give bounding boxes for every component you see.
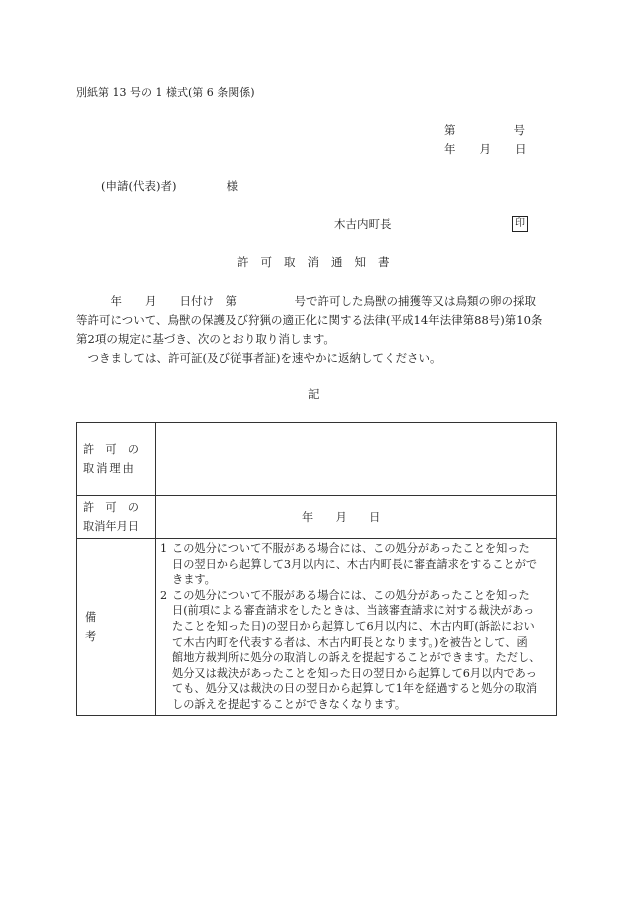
doc-number-prefix: 第 bbox=[444, 123, 456, 137]
reason-label-line1: 許 可 の bbox=[83, 443, 139, 456]
applicant-line bbox=[101, 178, 238, 194]
body-text bbox=[76, 292, 558, 368]
note-text: この処分について不服がある場合には、この処分があったことを知った 日(前項による審査請求をしたときは、当該審査請求に対する裁決があっ たことを知った日)の翌日から起算して6月以内に、木古内町(訴訟におい て木古内町を代表する者は、木古内町長となります。)を被告として、函 館地方裁判所に処分の取消しの訴えを提起することができます。ただし、 処分又は裁決があったことを知った日の翌日から起算して6月以内であっ ても、処分又は裁決の日の翌日から起算して1年を経過すると処分の取消 しの訴えを提起することができなくなります。 bbox=[172, 588, 541, 711]
revocation-date-value: 年 月 日 bbox=[156, 496, 557, 539]
applicant-honorific: 様 bbox=[226, 179, 238, 193]
date-label-line1: 許 可 の bbox=[83, 501, 139, 514]
remarks-label: 備考 bbox=[77, 539, 156, 716]
table-row-date bbox=[77, 496, 557, 539]
form-code: 別紙第 13 号の 1 様式(第 6 条関係) bbox=[76, 86, 255, 99]
doc-date-day: 日 bbox=[515, 142, 527, 156]
reason-label-cell bbox=[77, 423, 156, 496]
document-date bbox=[444, 141, 527, 157]
doc-date-year: 年 bbox=[444, 142, 456, 156]
doc-number-suffix: 号 bbox=[513, 123, 525, 137]
date-label-line2: 取消年月日 bbox=[83, 520, 139, 533]
ki-heading: 記 bbox=[308, 387, 320, 401]
document-title: 許可取消通知書 bbox=[237, 255, 402, 269]
issuer-name: 木古内町長 bbox=[334, 217, 392, 231]
body-line: 等許可について、鳥獣の保護及び狩猟の適正化に関する法律(平成14年法律第88号)第10条 bbox=[76, 313, 543, 327]
body-line: 第2項の規定に基づき、次のとおり取り消します。 bbox=[76, 332, 335, 346]
body-line: つきましては、許可証(及び従事者証)を速やかに返納してください。 bbox=[76, 351, 442, 365]
reason-label-line2: 取消理由 bbox=[83, 462, 136, 475]
details-table bbox=[76, 422, 557, 716]
date-label-cell bbox=[77, 496, 156, 539]
applicant-label: (申請(代表)者) bbox=[101, 179, 177, 193]
body-line: 年 月 日付け 第 号で許可した鳥獣の捕獲等又は鳥類の卵の採取 bbox=[76, 294, 536, 308]
document-number bbox=[444, 122, 525, 138]
note-item bbox=[160, 541, 552, 588]
note-number: 2 bbox=[160, 588, 168, 602]
note-item bbox=[160, 588, 552, 713]
remarks-notes bbox=[156, 539, 557, 716]
seal-stamp: 印 bbox=[512, 216, 528, 232]
reason-value-cell bbox=[156, 423, 557, 496]
table-row-reason bbox=[77, 423, 557, 496]
note-number: 1 bbox=[160, 542, 168, 555]
doc-date-month: 月 bbox=[479, 142, 491, 156]
note-text: この処分について不服がある場合には、この処分があったことを知った 日の翌日から起算して3月以内に、木古内町長に審査請求をすることがで きます。 bbox=[172, 542, 538, 587]
table-row-remarks bbox=[77, 539, 557, 716]
